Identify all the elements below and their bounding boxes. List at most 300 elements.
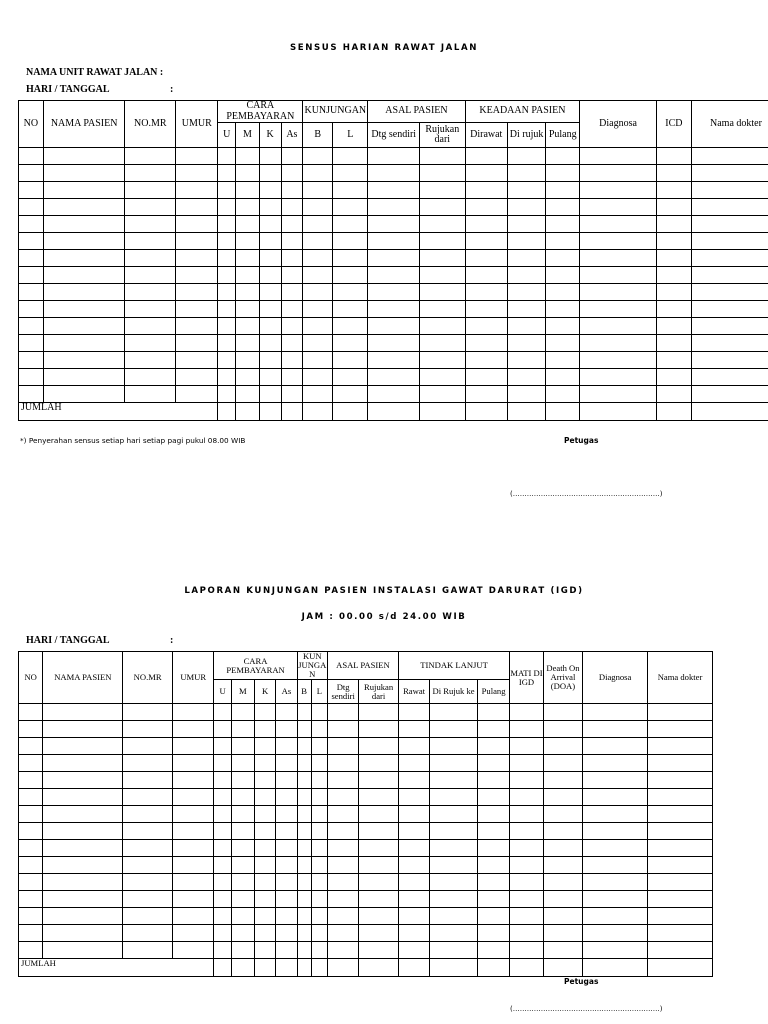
census-cell[interactable] (303, 352, 333, 369)
igd-cell[interactable] (172, 806, 214, 823)
igd-cell[interactable] (43, 755, 123, 772)
igd-cell[interactable] (648, 789, 713, 806)
igd-cell[interactable] (297, 874, 311, 891)
census-cell[interactable] (368, 386, 420, 403)
census-cell[interactable] (218, 267, 236, 284)
census-cell[interactable] (465, 335, 507, 352)
census-cell[interactable] (236, 267, 260, 284)
igd-cell[interactable] (398, 704, 429, 721)
igd-cell[interactable] (398, 874, 429, 891)
igd-cell[interactable] (43, 857, 123, 874)
igd-cell[interactable] (327, 942, 358, 959)
igd-cell[interactable] (398, 925, 429, 942)
igd-jumlah-cell[interactable] (255, 959, 276, 977)
igd-cell[interactable] (398, 721, 429, 738)
census-cell[interactable] (507, 284, 545, 301)
census-cell[interactable] (236, 199, 260, 216)
census-cell[interactable] (176, 199, 218, 216)
igd-cell[interactable] (276, 925, 297, 942)
igd-cell[interactable] (327, 772, 358, 789)
census-cell[interactable] (176, 386, 218, 403)
igd-cell[interactable] (510, 942, 543, 959)
igd-cell[interactable] (583, 789, 648, 806)
census-cell[interactable] (507, 148, 545, 165)
igd-cell[interactable] (19, 908, 43, 925)
igd-cell[interactable] (398, 857, 429, 874)
igd-cell[interactable] (43, 908, 123, 925)
census-cell[interactable] (368, 318, 420, 335)
igd-cell[interactable] (543, 806, 583, 823)
census-cell[interactable] (236, 148, 260, 165)
census-cell[interactable] (303, 386, 333, 403)
census-cell[interactable] (546, 301, 580, 318)
census-cell[interactable] (43, 267, 125, 284)
igd-cell[interactable] (430, 942, 478, 959)
census-cell[interactable] (507, 250, 545, 267)
census-cell[interactable] (125, 250, 176, 267)
census-cell[interactable] (420, 182, 465, 199)
census-cell[interactable] (691, 386, 768, 403)
igd-cell[interactable] (172, 857, 214, 874)
census-cell[interactable] (236, 284, 260, 301)
igd-jumlah-cell[interactable] (276, 959, 297, 977)
census-cell[interactable] (691, 369, 768, 386)
igd-cell[interactable] (430, 925, 478, 942)
igd-cell[interactable] (276, 874, 297, 891)
igd-jumlah-cell[interactable] (231, 959, 254, 977)
igd-cell[interactable] (648, 755, 713, 772)
census-cell[interactable] (546, 352, 580, 369)
census-cell[interactable] (465, 267, 507, 284)
igd-cell[interactable] (477, 908, 509, 925)
census-cell[interactable] (236, 182, 260, 199)
census-cell[interactable] (368, 284, 420, 301)
census-cell[interactable] (420, 335, 465, 352)
igd-cell[interactable] (276, 942, 297, 959)
igd-cell[interactable] (276, 704, 297, 721)
igd-cell[interactable] (214, 908, 231, 925)
census-cell[interactable] (43, 318, 125, 335)
igd-cell[interactable] (583, 738, 648, 755)
igd-cell[interactable] (19, 738, 43, 755)
igd-cell[interactable] (430, 840, 478, 857)
igd-cell[interactable] (43, 806, 123, 823)
igd-cell[interactable] (255, 721, 276, 738)
census-cell[interactable] (281, 250, 303, 267)
igd-cell[interactable] (231, 755, 254, 772)
census-cell[interactable] (218, 318, 236, 335)
igd-cell[interactable] (359, 789, 399, 806)
census-cell[interactable] (218, 216, 236, 233)
igd-cell[interactable] (359, 806, 399, 823)
census-cell[interactable] (546, 233, 580, 250)
igd-cell[interactable] (276, 891, 297, 908)
census-cell[interactable] (691, 352, 768, 369)
census-cell[interactable] (19, 165, 44, 182)
igd-cell[interactable] (19, 704, 43, 721)
census-cell[interactable] (465, 386, 507, 403)
census-cell[interactable] (236, 233, 260, 250)
census-cell[interactable] (465, 250, 507, 267)
census-cell[interactable] (507, 318, 545, 335)
igd-cell[interactable] (214, 704, 231, 721)
igd-cell[interactable] (255, 891, 276, 908)
igd-cell[interactable] (327, 704, 358, 721)
igd-cell[interactable] (123, 823, 173, 840)
census-cell[interactable] (43, 148, 125, 165)
igd-jumlah-cell[interactable] (477, 959, 509, 977)
census-cell[interactable] (125, 352, 176, 369)
census-cell[interactable] (368, 335, 420, 352)
igd-cell[interactable] (477, 891, 509, 908)
igd-cell[interactable] (510, 704, 543, 721)
census-jumlah-cell[interactable] (333, 403, 368, 421)
census-cell[interactable] (125, 165, 176, 182)
igd-cell[interactable] (477, 721, 509, 738)
census-cell[interactable] (125, 318, 176, 335)
census-cell[interactable] (43, 199, 125, 216)
igd-cell[interactable] (543, 891, 583, 908)
igd-cell[interactable] (543, 874, 583, 891)
census-cell[interactable] (259, 267, 281, 284)
census-jumlah-cell[interactable] (303, 403, 333, 421)
census-cell[interactable] (218, 148, 236, 165)
igd-cell[interactable] (123, 925, 173, 942)
igd-cell[interactable] (123, 908, 173, 925)
census-cell[interactable] (125, 216, 176, 233)
igd-cell[interactable] (123, 891, 173, 908)
census-cell[interactable] (546, 148, 580, 165)
igd-cell[interactable] (172, 840, 214, 857)
census-cell[interactable] (43, 386, 125, 403)
igd-cell[interactable] (19, 840, 43, 857)
igd-cell[interactable] (477, 704, 509, 721)
igd-cell[interactable] (543, 925, 583, 942)
igd-cell[interactable] (583, 755, 648, 772)
igd-cell[interactable] (510, 891, 543, 908)
igd-cell[interactable] (477, 772, 509, 789)
census-cell[interactable] (19, 301, 44, 318)
igd-cell[interactable] (123, 789, 173, 806)
igd-cell[interactable] (123, 738, 173, 755)
census-cell[interactable] (19, 182, 44, 199)
igd-cell[interactable] (123, 840, 173, 857)
census-cell[interactable] (420, 148, 465, 165)
census-cell[interactable] (218, 335, 236, 352)
igd-cell[interactable] (276, 840, 297, 857)
igd-cell[interactable] (327, 925, 358, 942)
igd-jumlah-cell[interactable] (510, 959, 543, 977)
census-cell[interactable] (507, 386, 545, 403)
census-cell[interactable] (303, 199, 333, 216)
census-cell[interactable] (333, 182, 368, 199)
census-cell[interactable] (281, 182, 303, 199)
igd-cell[interactable] (19, 942, 43, 959)
census-cell[interactable] (43, 216, 125, 233)
igd-cell[interactable] (583, 704, 648, 721)
igd-cell[interactable] (297, 925, 311, 942)
igd-cell[interactable] (398, 942, 429, 959)
census-cell[interactable] (176, 233, 218, 250)
igd-cell[interactable] (510, 857, 543, 874)
igd-cell[interactable] (43, 721, 123, 738)
igd-cell[interactable] (583, 942, 648, 959)
census-cell[interactable] (176, 369, 218, 386)
census-cell[interactable] (691, 318, 768, 335)
census-cell[interactable] (218, 301, 236, 318)
census-cell[interactable] (420, 199, 465, 216)
census-cell[interactable] (656, 386, 691, 403)
census-cell[interactable] (420, 216, 465, 233)
igd-cell[interactable] (543, 738, 583, 755)
census-cell[interactable] (691, 284, 768, 301)
census-cell[interactable] (281, 199, 303, 216)
census-cell[interactable] (656, 233, 691, 250)
igd-cell[interactable] (276, 738, 297, 755)
igd-cell[interactable] (231, 721, 254, 738)
igd-cell[interactable] (172, 789, 214, 806)
census-cell[interactable] (259, 386, 281, 403)
census-cell[interactable] (546, 267, 580, 284)
igd-cell[interactable] (359, 738, 399, 755)
igd-cell[interactable] (172, 908, 214, 925)
igd-cell[interactable] (172, 755, 214, 772)
census-cell[interactable] (218, 165, 236, 182)
census-cell[interactable] (656, 284, 691, 301)
igd-cell[interactable] (327, 840, 358, 857)
igd-cell[interactable] (359, 755, 399, 772)
census-cell[interactable] (691, 250, 768, 267)
igd-cell[interactable] (311, 823, 327, 840)
census-cell[interactable] (580, 369, 657, 386)
census-cell[interactable] (507, 301, 545, 318)
census-cell[interactable] (420, 250, 465, 267)
census-cell[interactable] (43, 182, 125, 199)
census-cell[interactable] (656, 165, 691, 182)
census-cell[interactable] (465, 182, 507, 199)
igd-cell[interactable] (510, 789, 543, 806)
census-cell[interactable] (580, 233, 657, 250)
igd-jumlah-cell[interactable] (214, 959, 231, 977)
igd-cell[interactable] (543, 704, 583, 721)
census-cell[interactable] (656, 318, 691, 335)
igd-cell[interactable] (359, 891, 399, 908)
census-cell[interactable] (507, 182, 545, 199)
igd-cell[interactable] (510, 721, 543, 738)
census-cell[interactable] (176, 267, 218, 284)
census-cell[interactable] (333, 199, 368, 216)
census-cell[interactable] (656, 199, 691, 216)
census-cell[interactable] (281, 267, 303, 284)
igd-jumlah-cell[interactable] (648, 959, 713, 977)
census-cell[interactable] (236, 165, 260, 182)
igd-cell[interactable] (231, 823, 254, 840)
igd-cell[interactable] (172, 738, 214, 755)
igd-cell[interactable] (430, 789, 478, 806)
igd-cell[interactable] (255, 840, 276, 857)
census-cell[interactable] (546, 216, 580, 233)
igd-cell[interactable] (43, 925, 123, 942)
igd-cell[interactable] (477, 857, 509, 874)
igd-cell[interactable] (327, 874, 358, 891)
igd-cell[interactable] (297, 942, 311, 959)
census-cell[interactable] (259, 369, 281, 386)
igd-cell[interactable] (430, 721, 478, 738)
census-cell[interactable] (333, 233, 368, 250)
igd-cell[interactable] (648, 925, 713, 942)
igd-cell[interactable] (477, 840, 509, 857)
igd-cell[interactable] (19, 772, 43, 789)
igd-cell[interactable] (123, 857, 173, 874)
census-cell[interactable] (236, 352, 260, 369)
census-cell[interactable] (368, 369, 420, 386)
igd-cell[interactable] (648, 874, 713, 891)
census-cell[interactable] (19, 335, 44, 352)
census-jumlah-cell[interactable] (546, 403, 580, 421)
igd-cell[interactable] (172, 704, 214, 721)
igd-cell[interactable] (543, 908, 583, 925)
igd-cell[interactable] (255, 806, 276, 823)
igd-cell[interactable] (172, 772, 214, 789)
census-cell[interactable] (420, 233, 465, 250)
igd-cell[interactable] (398, 772, 429, 789)
census-cell[interactable] (368, 182, 420, 199)
census-cell[interactable] (259, 335, 281, 352)
census-cell[interactable] (420, 369, 465, 386)
igd-cell[interactable] (19, 925, 43, 942)
census-cell[interactable] (19, 216, 44, 233)
igd-jumlah-cell[interactable] (583, 959, 648, 977)
census-cell[interactable] (691, 335, 768, 352)
census-cell[interactable] (656, 250, 691, 267)
igd-cell[interactable] (297, 738, 311, 755)
igd-cell[interactable] (311, 925, 327, 942)
census-cell[interactable] (281, 318, 303, 335)
igd-cell[interactable] (297, 840, 311, 857)
igd-cell[interactable] (214, 840, 231, 857)
census-cell[interactable] (691, 267, 768, 284)
igd-cell[interactable] (430, 908, 478, 925)
census-cell[interactable] (333, 318, 368, 335)
census-cell[interactable] (236, 369, 260, 386)
igd-cell[interactable] (231, 789, 254, 806)
igd-cell[interactable] (510, 840, 543, 857)
igd-cell[interactable] (231, 704, 254, 721)
census-cell[interactable] (125, 199, 176, 216)
igd-cell[interactable] (510, 874, 543, 891)
census-cell[interactable] (218, 386, 236, 403)
igd-cell[interactable] (311, 721, 327, 738)
census-cell[interactable] (465, 318, 507, 335)
igd-cell[interactable] (311, 806, 327, 823)
igd-jumlah-cell[interactable] (543, 959, 583, 977)
census-cell[interactable] (580, 335, 657, 352)
igd-cell[interactable] (583, 874, 648, 891)
census-cell[interactable] (465, 301, 507, 318)
census-cell[interactable] (125, 335, 176, 352)
census-cell[interactable] (218, 250, 236, 267)
census-cell[interactable] (420, 318, 465, 335)
igd-cell[interactable] (19, 721, 43, 738)
igd-cell[interactable] (543, 721, 583, 738)
igd-cell[interactable] (172, 891, 214, 908)
igd-cell[interactable] (19, 806, 43, 823)
census-cell[interactable] (507, 233, 545, 250)
census-cell[interactable] (420, 352, 465, 369)
census-cell[interactable] (19, 386, 44, 403)
igd-cell[interactable] (276, 721, 297, 738)
census-cell[interactable] (546, 182, 580, 199)
census-cell[interactable] (546, 250, 580, 267)
igd-cell[interactable] (359, 925, 399, 942)
igd-cell[interactable] (43, 823, 123, 840)
census-cell[interactable] (176, 250, 218, 267)
igd-cell[interactable] (255, 823, 276, 840)
igd-jumlah-cell[interactable] (327, 959, 358, 977)
igd-cell[interactable] (510, 908, 543, 925)
census-cell[interactable] (19, 352, 44, 369)
igd-cell[interactable] (123, 772, 173, 789)
igd-cell[interactable] (359, 823, 399, 840)
igd-cell[interactable] (327, 738, 358, 755)
igd-cell[interactable] (231, 840, 254, 857)
igd-cell[interactable] (543, 942, 583, 959)
igd-cell[interactable] (231, 942, 254, 959)
igd-cell[interactable] (430, 891, 478, 908)
igd-cell[interactable] (231, 891, 254, 908)
igd-cell[interactable] (430, 857, 478, 874)
igd-cell[interactable] (477, 789, 509, 806)
igd-cell[interactable] (477, 925, 509, 942)
census-cell[interactable] (333, 148, 368, 165)
igd-cell[interactable] (297, 772, 311, 789)
census-cell[interactable] (507, 335, 545, 352)
igd-cell[interactable] (311, 789, 327, 806)
census-jumlah-cell[interactable] (656, 403, 691, 421)
igd-cell[interactable] (583, 840, 648, 857)
census-cell[interactable] (333, 352, 368, 369)
census-cell[interactable] (125, 284, 176, 301)
igd-cell[interactable] (510, 755, 543, 772)
igd-cell[interactable] (214, 925, 231, 942)
census-cell[interactable] (281, 233, 303, 250)
census-cell[interactable] (368, 250, 420, 267)
igd-cell[interactable] (297, 908, 311, 925)
census-cell[interactable] (259, 318, 281, 335)
igd-cell[interactable] (311, 874, 327, 891)
census-cell[interactable] (333, 386, 368, 403)
igd-cell[interactable] (311, 942, 327, 959)
census-jumlah-cell[interactable] (691, 403, 768, 421)
census-cell[interactable] (176, 335, 218, 352)
census-cell[interactable] (507, 267, 545, 284)
igd-cell[interactable] (276, 772, 297, 789)
census-jumlah-cell[interactable] (218, 403, 236, 421)
census-cell[interactable] (656, 301, 691, 318)
census-cell[interactable] (333, 284, 368, 301)
census-cell[interactable] (43, 335, 125, 352)
census-cell[interactable] (125, 148, 176, 165)
igd-cell[interactable] (430, 823, 478, 840)
igd-cell[interactable] (214, 806, 231, 823)
census-cell[interactable] (43, 369, 125, 386)
igd-cell[interactable] (327, 789, 358, 806)
igd-cell[interactable] (510, 823, 543, 840)
igd-cell[interactable] (214, 721, 231, 738)
igd-cell[interactable] (543, 789, 583, 806)
census-cell[interactable] (368, 165, 420, 182)
census-cell[interactable] (125, 233, 176, 250)
